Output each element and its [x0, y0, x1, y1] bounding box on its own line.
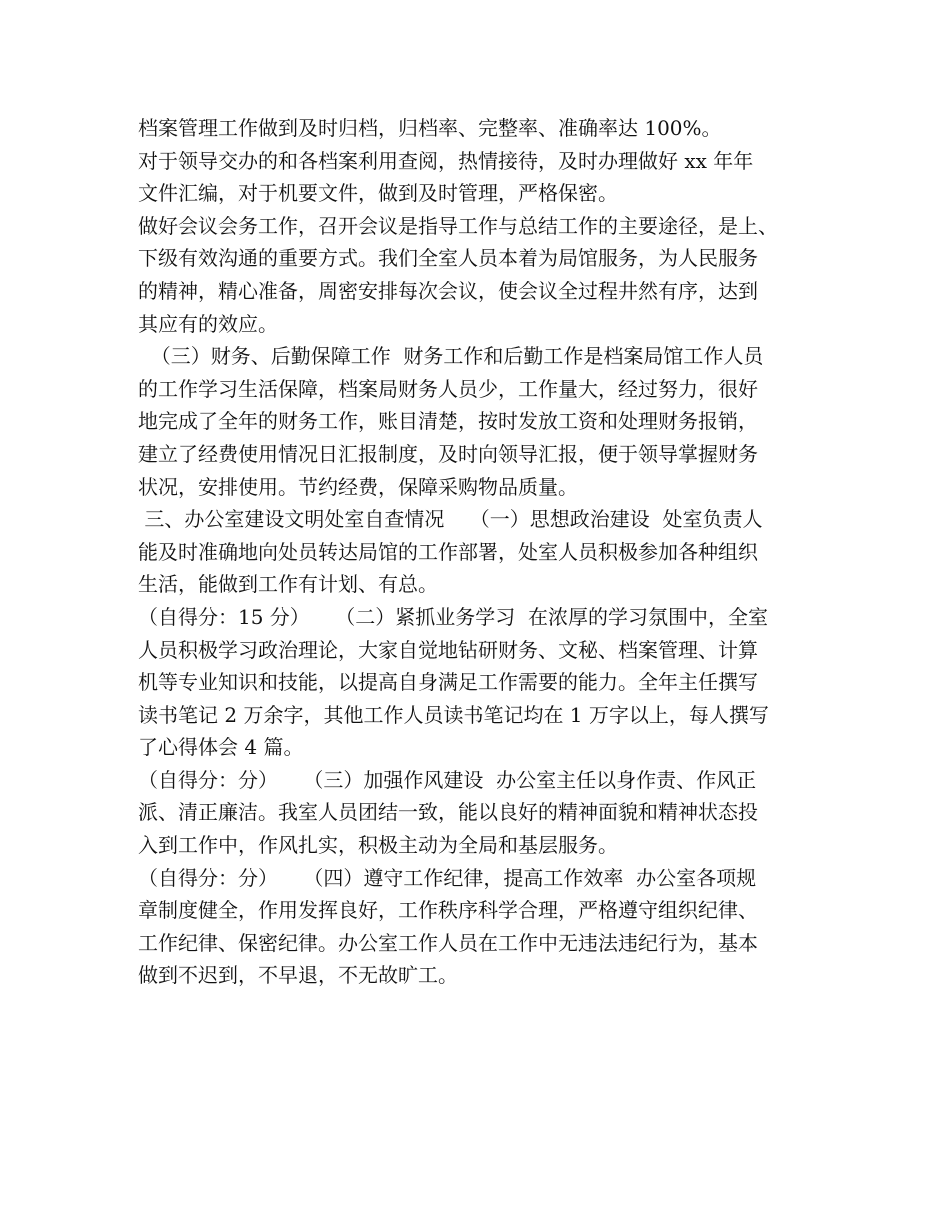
text-line-3: 文件汇编，对于机要文件，做到及时管理，严格保密。 [138, 181, 618, 206]
text-line-11: 建立了经费使用情况日汇报制度，及时向领导汇报，便于领导掌握财务 [138, 441, 758, 466]
text-line-24: （自得分：分） （四）遵守工作纪律，提高工作效率 办公室各项规 [138, 865, 757, 890]
text-line-4: 做好会议会务工作，召开会议是指导工作与总结工作的主要途径，是上、 [138, 213, 778, 238]
text-line-2: 对于领导交办的和各档案利用查阅，热情接待，及时办理做好 xx 年年 [138, 148, 754, 173]
text-line-23: 入到工作中，作风扎实，积极主动为全局和基层服务。 [138, 833, 618, 858]
text-line-19: 读书笔记 2 万余字，其他工作人员读书笔记均在 1 万字以上，每人撰写 [138, 702, 769, 727]
text-line-12: 状况，安排使用。节约经费，保障采购物品质量。 [138, 474, 578, 499]
text-line-18: 机等专业知识和技能，以提高自身满足工作需要的能力。全年主任撰写 [138, 670, 758, 695]
text-line-21: （自得分：分） （三）加强作风建设 办公室主任以身作责、作风正 [138, 767, 757, 792]
text-line-25: 章制度健全，作用发挥良好，工作秩序科学合理，严格遵守组织纪律、 [138, 898, 758, 923]
text-line-9: 的工作学习生活保障，档案局财务人员少，工作量大，经过努力，很好 [138, 376, 758, 401]
text-line-5: 下级有效沟通的重要方式。我们全室人员本着为局馆服务，为人民服务 [138, 246, 758, 271]
text-line-13: 三、办公室建设文明处室自查情况 （一）思想政治建设 处室负责人 [138, 507, 763, 532]
text-line-27: 做到不迟到，不早退，不无故旷工。 [138, 963, 458, 988]
text-line-6: 的精神，精心准备，周密安排每次会议，使会议全过程井然有序，达到 [138, 278, 758, 303]
text-line-17: 人员积极学习政治理论，大家自觉地钻研财务、文秘、档案管理、计算 [138, 637, 758, 662]
text-line-16: （自得分：15 分） （二）紧抓业务学习 在浓厚的学习氛围中，全室 [138, 604, 768, 629]
text-line-10: 地完成了全年的财务工作，账目清楚，按时发放工资和处理财务报销， [138, 409, 758, 434]
text-line-1: 档案管理工作做到及时归档，归档率、完整率、准确率达 100%。 [138, 116, 722, 140]
text-line-14: 能及时准确地向处员转达局馆的工作部署，处室人员积极参加各种组织 [138, 539, 758, 564]
text-line-20: 了心得体会 4 篇。 [138, 735, 304, 760]
document-body [138, 112, 828, 992]
text-line-7: 其应有的效应。 [138, 311, 278, 336]
text-line-26: 工作纪律、保密纪律。办公室工作人员在工作中无违法违纪行为，基本 [138, 930, 758, 955]
text-line-8: （三）财务、后勤保障工作 财务工作和后勤工作是档案局馆工作人员 [138, 344, 764, 369]
text-line-15: 生活，能做到工作有计划、有总。 [138, 572, 438, 597]
text-line-22: 派、清正廉洁。我室人员团结一致，能以良好的精神面貌和精神状态投 [138, 800, 758, 825]
